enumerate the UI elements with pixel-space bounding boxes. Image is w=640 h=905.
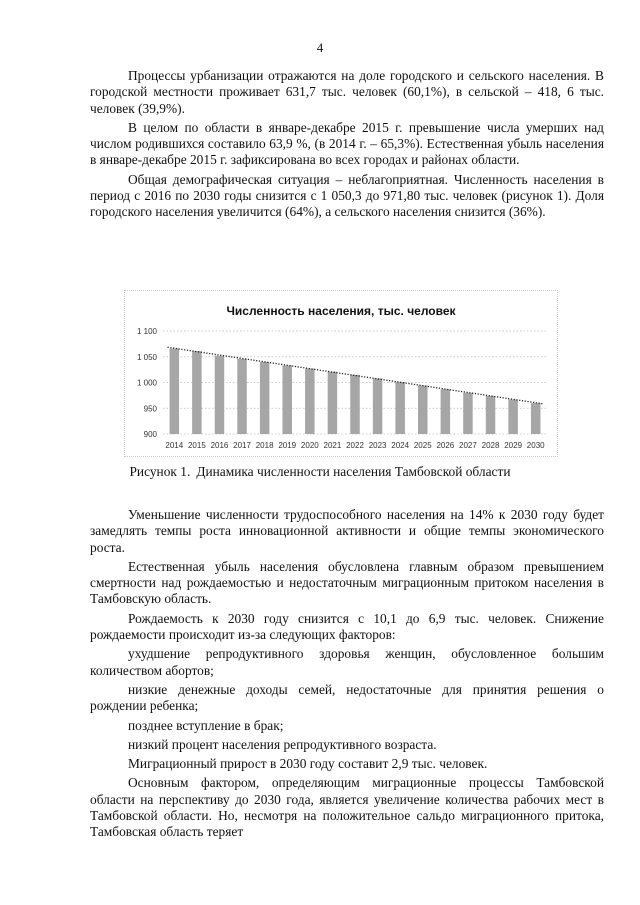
factor-item-reproductive-age: низкий процент населения репродуктивного возраста. [128,736,437,752]
x-tick-label: 2024 [391,441,410,450]
factor-item-health: ухудшение репродуктивного здоровья женщин, обусловленное большим количеством абортов; [90,646,604,678]
paragraph-natural-decline: Естественная убыль населения обусловлена главным образом превышением смертности над рождаемостью и недостаточным миграционным притоком населения в Тамбовскую область. [90,558,604,607]
x-tick-label: 2029 [504,441,523,450]
figure-caption [0,464,640,480]
y-tick-label: 900 [143,430,157,439]
body-text [90,507,604,844]
figure-caption-text: Динамика численности населения Тамбовской области [196,464,511,479]
bar [237,359,246,434]
x-tick-label: 2030 [526,441,545,450]
x-tick-label: 2021 [323,441,342,450]
paragraph-demographic-situation: Общая демографическая ситуация – неблагоприятная. Численность населения в период с 2016 по 2030 годы снизится с 1 050,3 до 971,80 тыс. человек (рисунок 1). Доля городского населения увеличится (64%), а сельского населения снизится (36%). [90,171,604,220]
bar [305,369,314,434]
x-tick-label: 2025 [413,441,432,450]
y-tick-label: 1 100 [136,327,157,336]
paragraph-mortality: В целом по области в январе-декабре 2015 г. превышение числа умерших над числом родившихся составило 63,9 %, (в 2014 г. – 65,3%). Естественная убыль населения в январе-декабре 2015 г. зафиксирована во всех городах и районах области. [90,119,604,168]
bar [418,386,427,434]
x-tick-label: 2026 [436,441,455,450]
bar [170,349,179,434]
population-chart [124,290,558,457]
bar [441,389,450,434]
x-tick-label: 2017 [233,441,251,450]
y-tick-label: 950 [143,404,157,414]
x-tick-label: 2016 [210,441,229,450]
factor-item-late-marriage: позднее вступление в брак; [128,717,284,733]
chart-title: Численность населения, тыс. человек [226,304,456,318]
x-tick-label: 2019 [278,441,297,450]
bar [350,375,359,434]
bar [282,366,291,434]
bar [215,356,224,434]
x-tick-label: 2027 [459,441,477,450]
y-tick-label: 1 000 [136,378,157,388]
paragraph-urbanization: Процессы урбанизации отражаются на доле городского и сельского населения. В городской местности проживает 631,7 тыс. человек (60,1%), в сельской – 418, 6 тыс. человек (39,9%). [90,68,604,116]
y-tick-label: 1 050 [136,352,157,362]
factor-item-income: низкие денежные доходы семей, недостаточные для принятия решения о рождении ребенка; [90,681,604,714]
bar [328,372,337,434]
bar [531,403,540,434]
bar [373,378,382,434]
bar [463,393,472,434]
page-number: 4 [316,40,324,55]
bar [260,362,269,434]
bar [508,399,517,434]
x-tick-label: 2028 [481,441,500,450]
x-tick-label: 2018 [255,441,274,450]
intro-text [90,68,604,224]
bar [395,382,404,434]
x-tick-label: 2023 [368,441,387,450]
bar [486,396,495,434]
figure-number: Рисунок 1. [129,464,191,479]
x-tick-label: 2015 [187,441,206,450]
bar [192,351,201,434]
x-tick-label: 2022 [346,441,364,450]
x-tick-label: 2020 [300,441,319,450]
paragraph-migration-growth: Миграционный прирост в 2030 году составит 2,9 тыс. человек. [128,756,488,772]
paragraph-migration-factors: Основным фактором, определяющим миграционные процессы Тамбовской области на перспективу до 2030 года, является увеличение количества рабочих мест в Тамбовской области. Но, несмотря на положительное сальдо миграционного притока, Тамбовская область теряет [90,775,604,840]
paragraph-working-age: Уменьшение численности трудоспособного населения на 14% к 2030 году будет замедлять темпы роста инновационной активности и общие темпы экономического роста. [90,507,604,555]
x-tick-label: 2014 [165,441,184,450]
paragraph-birth-rate: Рождаемость к 2030 году снизится с 10,1 до 6,9 тыс. человек. Снижение рождаемости происходит из-за следующих факторов: [90,610,604,643]
population-chart-svg [125,291,557,456]
